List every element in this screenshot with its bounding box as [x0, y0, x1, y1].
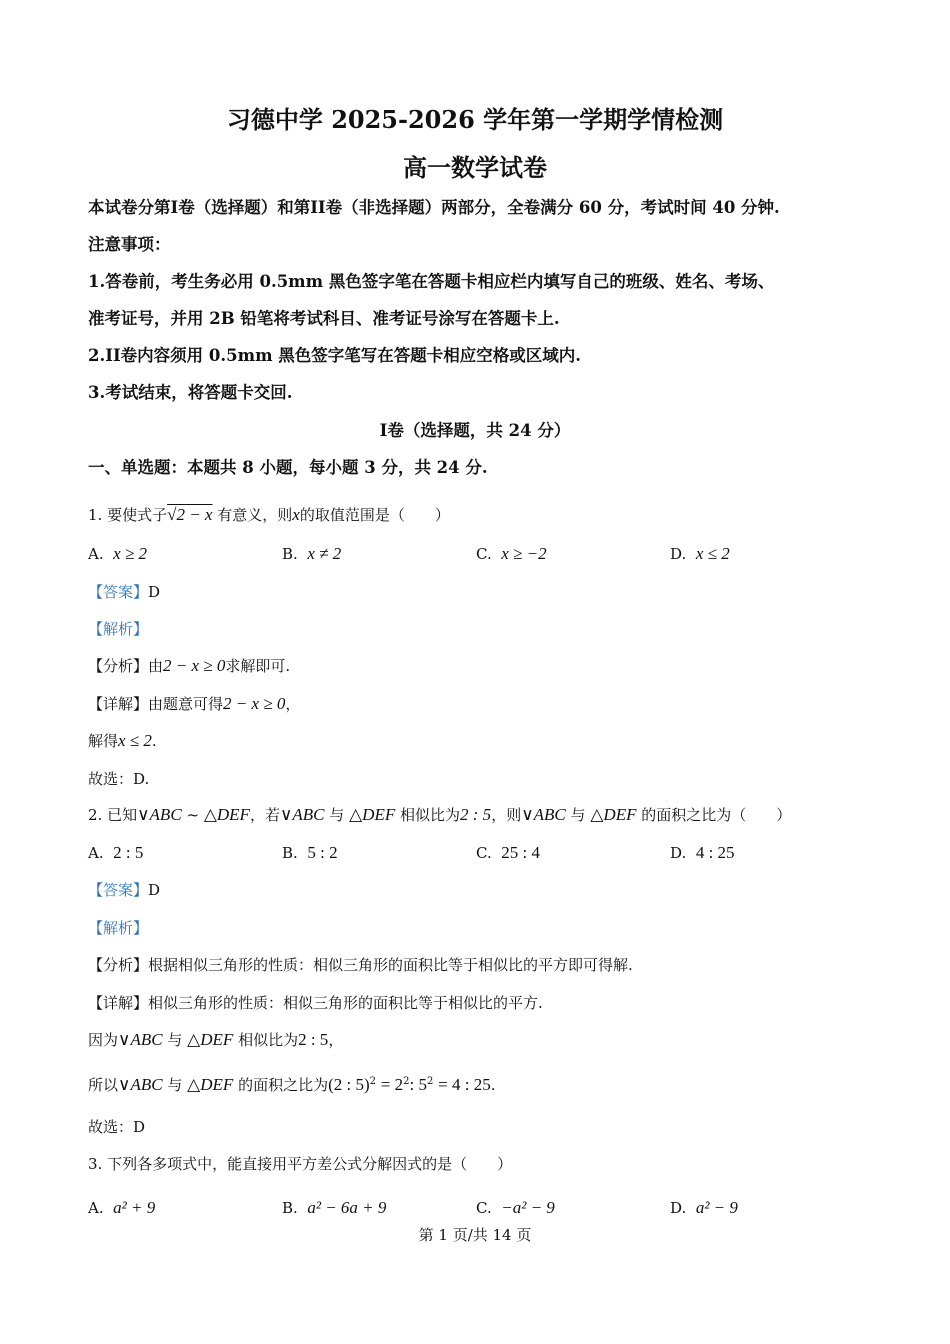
notice-heading: 注意事项： — [88, 235, 171, 254]
q1-fenxi: 【分析】由2 − x ≥ 0求解即可. — [88, 656, 291, 675]
notice-1b: 准考证号，并用 2B 铅笔将考试科目、准考证号涂写在答题卡上. — [88, 309, 560, 328]
exam-subtitle: 高一数学试卷 — [403, 153, 547, 182]
notice-2: 2.II卷内容须用 0.5mm 黑色签字笔写在答题卡相应空格或区域内. — [88, 346, 582, 365]
question-3-stem: 3. 下列各多项式中，能直接用平方差公式分解因式的是（ ） — [88, 1155, 513, 1173]
q3-option-d: D. a² − 9 — [670, 1198, 738, 1217]
q3-option-b: B. a² − 6a + 9 — [282, 1198, 387, 1217]
q1-option-d: D. x ≤ 2 — [670, 544, 730, 563]
question-number: 1. — [88, 506, 103, 524]
q2-conclusion: 故选：D — [88, 1118, 146, 1136]
q2-because: 因为∨ABC 与 △DEF 相似比为2 : 5， — [88, 1030, 344, 1049]
q1-conclusion: 故选：D. — [88, 770, 150, 788]
notice-3: 3.考试结束，将答题卡交回. — [88, 383, 293, 402]
exam-title: 习德中学 2025-2026 学年第一学期学情检测 — [226, 105, 724, 134]
question-2-stem: 2. 已知∨ABC ~ △DEF，若∨ABC 与 △DEF 相似比为2 : 5，则∨ABC 与 △DEF 的面积之比为（ ） — [88, 805, 792, 824]
q2-option-a: A. 2 : 5 — [88, 843, 144, 862]
intro-text: 本试卷分第I卷（选择题）和第II卷（非选择题）两部分，全卷满分 60 分，考试时间 40 分钟. — [88, 198, 780, 217]
q2-so: 所以∨ABC 与 △DEF 的面积之比为(2 : $5)^2 = 2^2$: $5^2 = 4$ : 25. — [88, 1075, 496, 1094]
q2-option-d: D. 4 : 25 — [670, 843, 735, 862]
q2-answer: 【答案】D — [88, 881, 161, 899]
question-1-stem: 1. 要使式子√2 − x 有意义，则x的取值范围是（ ） — [88, 505, 450, 524]
section-heading: I卷（选择题，共 24 分） — [379, 421, 571, 440]
page-footer: 第 1 页/共 14 页 — [418, 1226, 532, 1244]
q1-option-c: C. x ≥ −2 — [476, 544, 547, 563]
notice-1a: 1.答卷前，考生务必用 0.5mm 黑色签字笔在答题卡相应栏内填写自己的班级、姓名、考场、 — [88, 272, 775, 291]
q2-analysis-tag: 【解析】 — [88, 919, 149, 937]
q1-option-a: A. x ≥ 2 — [88, 544, 148, 563]
q3-option-c: C. −a² − 9 — [476, 1198, 555, 1217]
q1-analysis-tag: 【解析】 — [88, 620, 149, 638]
q1-option-b: B. x ≠ 2 — [282, 544, 342, 563]
part-heading: 一、单选题：本题共 8 小题，每小题 3 分，共 24 分. — [88, 458, 488, 477]
q3-option-a: A. a² + 9 — [88, 1198, 156, 1217]
q1-answer: 【答案】D — [88, 583, 161, 601]
q2-option-c: C. 25 : 4 — [476, 843, 540, 862]
radical-expression: √2 − x — [167, 505, 213, 524]
q1-xiangjie: 【详解】由题意可得2 − x ≥ 0， — [88, 694, 301, 713]
q1-solve: 解得x ≤ 2. — [88, 731, 157, 750]
q2-option-b: B. 5 : 2 — [282, 843, 338, 862]
q2-xiangjie: 【详解】相似三角形的性质：相似三角形的面积比等于相似比的平方. — [88, 994, 543, 1012]
q2-fenxi: 【分析】根据相似三角形的性质：相似三角形的面积比等于相似比的平方即可得解. — [88, 956, 633, 974]
